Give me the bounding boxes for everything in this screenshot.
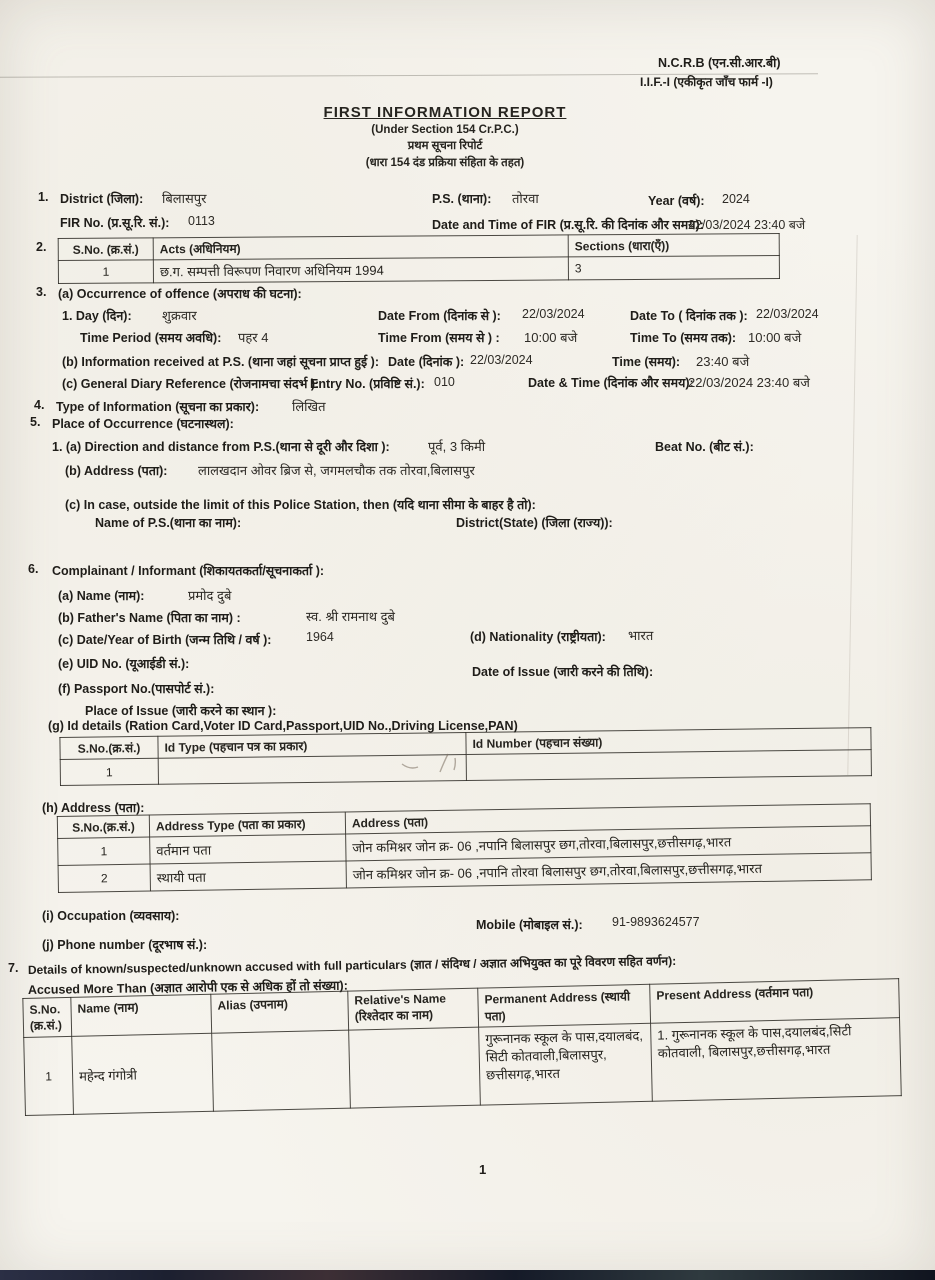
accused-col-relative: Relative's Name (रिश्तेदार का नाम) bbox=[348, 988, 479, 1030]
district-label: District (जिला): bbox=[60, 192, 144, 206]
accused-col-sno: S.No. (क्र.सं.) bbox=[23, 997, 72, 1037]
complainant-label: Complainant / Informant (शिकायतकर्ता/सूचनाकर्ता ): bbox=[52, 564, 325, 578]
occurrence-address-value: लालखदान ओवर ब्रिज से, जगमलचौक तक तोरवा,बिलासपुर bbox=[198, 463, 475, 478]
name-label: (a) Name (नाम): bbox=[58, 589, 145, 603]
title-subtitle-en: (Under Section 154 Cr.P.C.) bbox=[371, 124, 519, 136]
acts-table bbox=[58, 233, 780, 284]
father-name-value: स्व. श्री रामनाथ दुबे bbox=[306, 609, 395, 624]
addr-cell-type: वर्तमान पता bbox=[150, 834, 346, 864]
date-of-issue-label: Date of Issue (जारी करने की तिथि): bbox=[472, 665, 654, 679]
place-of-issue-label: Place of Issue (जारी करने का स्थान ): bbox=[85, 704, 277, 718]
name-value: प्रमोद दुबे bbox=[188, 588, 232, 603]
occurrence-address-label: (b) Address (पता): bbox=[65, 464, 168, 478]
ps-name-label: Name of P.S.(थाना का नाम): bbox=[95, 516, 242, 530]
id-cell-sno: 1 bbox=[60, 758, 158, 785]
time-from-label: Time From (समय से ) : bbox=[378, 331, 500, 345]
form-header bbox=[640, 54, 781, 90]
accused-cell-present: 1. गुरूनानक स्कूल के पास,दयालबंद,सिटी कोतवाली, बिलासपुर,छत्तीसगढ़,भारत bbox=[651, 1018, 902, 1102]
addr-cell-type: स्थायी पता bbox=[150, 861, 346, 891]
page-title: FIRST INFORMATION REPORT bbox=[323, 104, 567, 121]
accused-cell-alias bbox=[212, 1030, 351, 1111]
beat-no-label: Beat No. (बीट सं.): bbox=[655, 440, 754, 454]
accused-details-label: Details of known/suspected/unknown accused with full particulars (ज्ञात / संदिग्ध / अज्ञात अभियुक्त का पूरे विवरण सहित वर्णन): bbox=[27, 953, 677, 978]
acts-cell-sno: 1 bbox=[58, 260, 153, 284]
section6-number: 6. bbox=[28, 562, 39, 576]
info-date-label: Date (दिनांक ): bbox=[388, 355, 465, 369]
title-subtitle-hi: प्रथम सूचना रिपोर्ट bbox=[407, 140, 483, 152]
uid-no-label: (e) UID No. (यूआईडी सं.): bbox=[58, 657, 190, 671]
info-time-label: Time (समय): bbox=[612, 355, 681, 369]
entry-no-value: 010 bbox=[434, 375, 455, 389]
addr-cell-sno: 2 bbox=[58, 864, 150, 892]
info-received-label: (b) Information received at P.S. (थाना जहां सूचना प्राप्त हुई ): bbox=[62, 355, 379, 369]
fir-no-value: 0113 bbox=[188, 214, 215, 228]
nationality-label: (d) Nationality (राष्ट्रीयता): bbox=[470, 630, 606, 644]
accused-col-present: Present Address (वर्तमान पता) bbox=[650, 979, 900, 1024]
acts-table-row bbox=[58, 255, 779, 283]
section2-number: 2. bbox=[36, 240, 47, 254]
date-to-label: Date To ( दिनांक तक ): bbox=[630, 309, 748, 323]
section5-number: 5. bbox=[30, 415, 41, 429]
fir-no-label: FIR No. (प्र.सू.रि. सं.): bbox=[60, 216, 170, 230]
addr-cell-sno: 1 bbox=[58, 837, 150, 865]
gd-datetime-label: Date & Time (दिनांक और समय): bbox=[528, 376, 694, 390]
id-details-label: (g) Id details (Ration Card,Voter ID Card,Passport,UID No.,Driving License,PAN) bbox=[48, 719, 518, 733]
section4-number: 4. bbox=[34, 398, 45, 412]
accused-col-name: Name (नाम) bbox=[71, 994, 212, 1036]
fir-datetime-label: Date and Time of FIR (प्र.सू.रि. की दिनांक और समय): bbox=[432, 218, 704, 232]
accused-col-permanent: Permanent Address (स्थायी पता) bbox=[478, 984, 651, 1027]
info-type-value: लिखित bbox=[292, 399, 326, 414]
district-state-label: District(State) (जिला (राज्य)): bbox=[456, 516, 613, 530]
addr-col-type: Address Type (पता का प्रकार) bbox=[149, 812, 345, 837]
ps-value: तोरवा bbox=[512, 191, 539, 206]
accused-cell-name: महेन्द गंगोत्री bbox=[72, 1033, 214, 1114]
accused-col-alias: Alias (उपनाम) bbox=[211, 991, 349, 1033]
id-col-type: Id Type (पहचान पत्र का प्रकार) bbox=[158, 733, 466, 759]
address-table bbox=[57, 803, 872, 893]
address-section-label: (h) Address (पता): bbox=[42, 801, 145, 815]
time-period-label: Time Period (समय अवधि): bbox=[80, 331, 222, 345]
section7-number: 7. bbox=[8, 961, 19, 975]
gd-datetime-value: 22/03/2024 23:40 बजे bbox=[688, 375, 810, 390]
outside-limit-label: (c) In case, outside the limit of this Police Station, then (यदि थाना सीमा के बाहर है तो): bbox=[65, 498, 536, 512]
nationality-value: भारत bbox=[628, 628, 654, 643]
date-from-label: Date From (दिनांक से ): bbox=[378, 309, 501, 323]
dob-label: (c) Date/Year of Birth (जन्म तिथि / वर्ष ): bbox=[58, 633, 272, 647]
section3-number: 3. bbox=[36, 285, 47, 299]
id-details-table bbox=[59, 727, 872, 786]
ps-label: P.S. (थाना): bbox=[432, 192, 492, 206]
mobile-label: Mobile (मोबाइल सं.): bbox=[476, 918, 583, 932]
direction-distance-label: 1. (a) Direction and distance from P.S.(थाना से दूरी और दिशा ): bbox=[52, 440, 390, 454]
ncrb-label: N.C.R.B (एन.सी.आर.बी) bbox=[658, 56, 781, 70]
id-col-sno: S.No.(क्र.सं.) bbox=[60, 736, 158, 759]
addr-cell-address: जोन कमिश्नर जोन क्र- 06 ,नपानि तोरवा बिलासपुर छग,तोरवा,बिलासपुर,छत्तीसगढ़,भारत bbox=[346, 853, 871, 888]
info-type-label: Type of Information (सूचना का प्रकार): bbox=[56, 400, 260, 414]
acts-col-acts: Acts (अधिनियम) bbox=[153, 235, 568, 260]
addr-cell-address: जोन कमिश्नर जोन क्र- 06 ,नपानि बिलासपुर छग,तोरवा,बिलासपुर,छत्तीसगढ़,भारत bbox=[346, 826, 871, 861]
year-value: 2024 bbox=[722, 192, 750, 206]
section1-number: 1. bbox=[38, 190, 49, 204]
scan-artifact-fold bbox=[847, 235, 857, 775]
accused-cell-sno: 1 bbox=[24, 1036, 74, 1115]
acts-col-sno: S.No. (क्र.सं.) bbox=[58, 238, 153, 261]
direction-distance-value: पूर्व, 3 किमी bbox=[428, 439, 486, 454]
entry-no-label: Entry No. (प्रविष्टि सं.): bbox=[310, 377, 425, 391]
time-period-value: पहर 4 bbox=[238, 330, 269, 345]
day-value: शुक्रवार bbox=[162, 308, 197, 323]
dob-value: 1964 bbox=[306, 630, 334, 644]
district-value: बिलासपुर bbox=[162, 191, 207, 206]
accused-more-than-label: Accused More Than (अज्ञात आरोपी एक से अधिक हों तो संख्या): bbox=[27, 978, 348, 998]
accused-cell-relative bbox=[349, 1027, 481, 1108]
info-time-value: 23:40 बजे bbox=[696, 354, 750, 369]
day-label: 1. Day (दिन): bbox=[62, 309, 132, 323]
occupation-label: (i) Occupation (व्यवसाय): bbox=[42, 909, 180, 923]
acts-col-sections: Sections (धारा(एँ)) bbox=[568, 233, 779, 256]
place-occurrence-label: Place of Occurrence (घटनास्थल): bbox=[52, 417, 234, 431]
accused-table bbox=[22, 978, 901, 1116]
father-name-label: (b) Father's Name (पिता का नाम) : bbox=[58, 611, 241, 625]
document-title-block bbox=[245, 104, 645, 170]
addr-col-sno: S.No.(क्र.सं.) bbox=[57, 815, 149, 838]
title-subtitle-hi2: (धारा 154 दंड प्रक्रिया संहिता के तहत) bbox=[365, 157, 525, 169]
fir-datetime-value: 22/03/2024 23:40 बजे bbox=[688, 218, 806, 232]
gd-reference-label: (c) General Diary Reference (रोजनामचा संदर्भ ): bbox=[62, 377, 320, 391]
scan-bottom-edge bbox=[0, 1270, 935, 1280]
passport-no-label: (f) Passport No.(पासपोर्ट सं.): bbox=[58, 682, 215, 696]
occurrence-label: (a) Occurrence of offence (अपराध की घटना): bbox=[58, 287, 302, 301]
addr-col-address: Address (पता) bbox=[345, 804, 870, 834]
year-label: Year (वर्ष): bbox=[648, 194, 705, 208]
time-to-value: 10:00 बजे bbox=[748, 330, 802, 345]
id-col-number: Id Number (पहचान संख्या) bbox=[466, 728, 871, 755]
acts-cell-act: छ.ग. सम्पत्ती विरूपण निवारण अधिनियम 1994 bbox=[153, 257, 568, 283]
id-cell-number bbox=[466, 750, 871, 781]
phone-number-label: (j) Phone number (दूरभाष सं.): bbox=[42, 938, 208, 952]
time-from-value: 10:00 बजे bbox=[524, 330, 578, 345]
id-cell-type bbox=[158, 755, 466, 785]
acts-cell-section: 3 bbox=[568, 255, 779, 279]
date-from-value: 22/03/2024 bbox=[522, 307, 585, 321]
time-to-label: Time To (समय तक): bbox=[630, 331, 737, 345]
mobile-value: 91-9893624577 bbox=[612, 915, 700, 929]
accused-cell-permanent: गुरूनानक स्कूल के पास,दयालबंद, सिटी कोतवाली,बिलासपुर, छत्तीसगढ़,भारत bbox=[479, 1023, 653, 1105]
page-number: 1 bbox=[479, 1162, 487, 1177]
iif-label: I.I.F.-I (एकीकृत जाँच फार्म -I) bbox=[640, 75, 773, 89]
date-to-value: 22/03/2024 bbox=[756, 307, 819, 321]
info-date-value: 22/03/2024 bbox=[470, 353, 533, 367]
